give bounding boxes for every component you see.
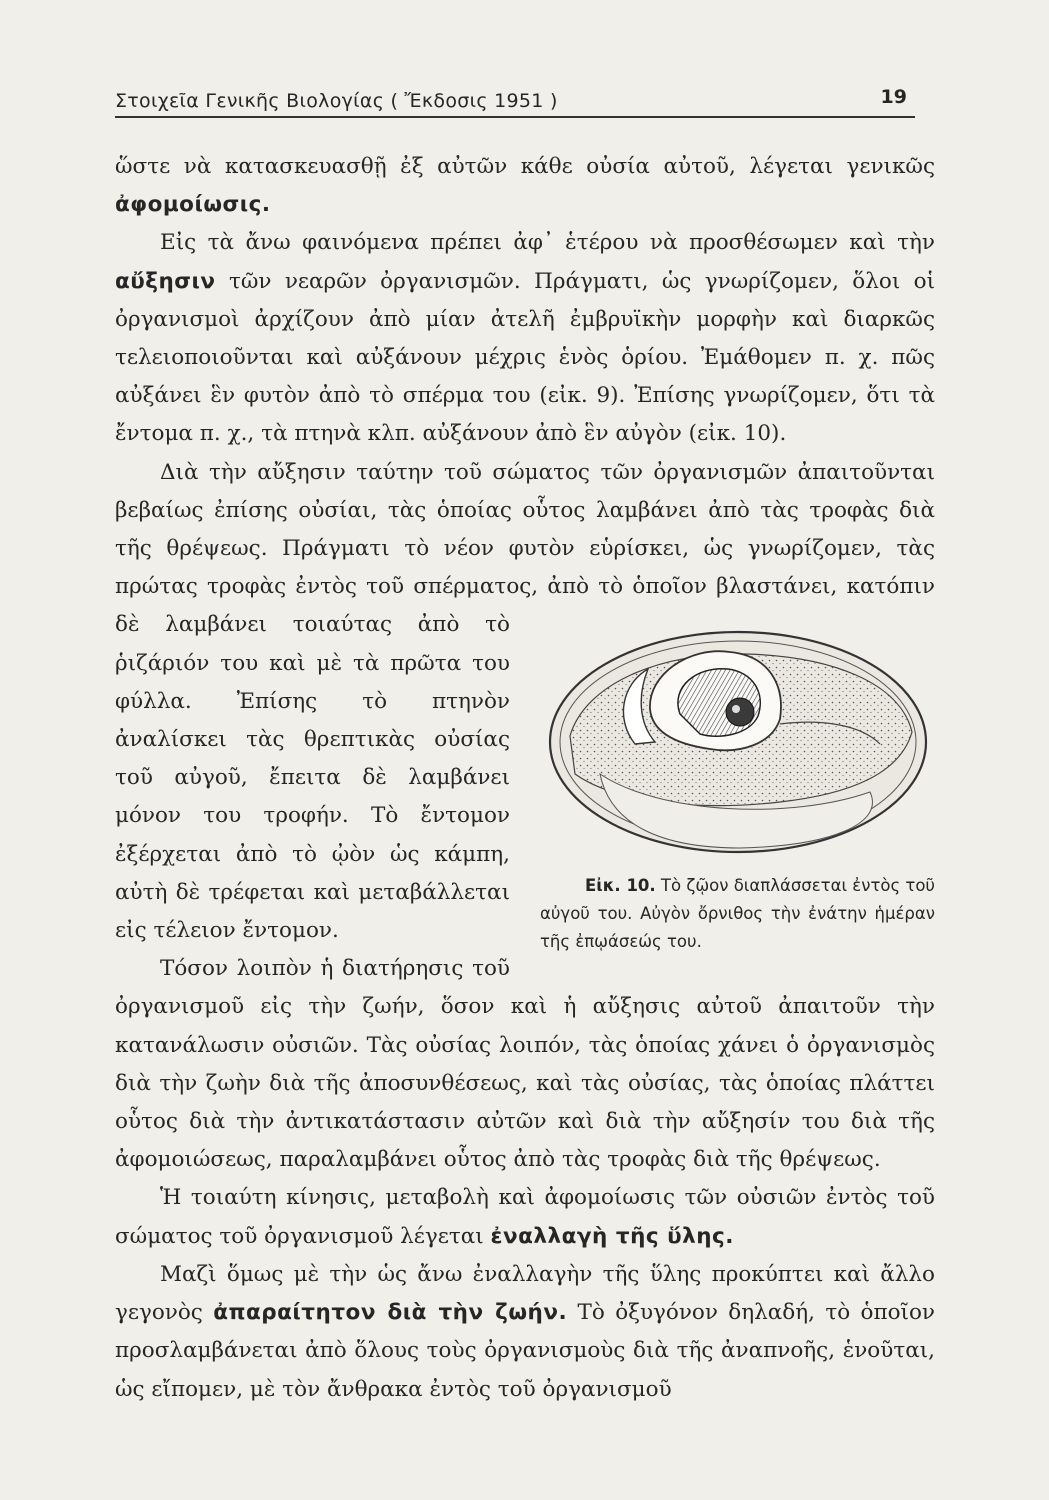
paragraph-5 [115,1179,935,1255]
paragraph-3-text-a: Διὰ τὴν αὔξησιν ταύτην τοῦ σώματος τῶν ὀργανισμῶν ἀπαιτοῦνται βεβαίως ἐπίσης οὐσίαι, τὰς ὁποίας οὗτος λαμβάνει ἀπὸ τὰς τροφὰς διὰ τῆς θρέψεως. Πράγματι τὸ νέον φυτὸν εὑρίσκει, ὡς γνωρίζομεν, τὰς πρώτας τροφὰς ἐντὸς τοῦ σπέρματος, ἀπὸ τὸ ὁποῖον βλαστάνει, [115,459,935,600]
paragraph-3-text-b: κατόπιν δὲ λαμβάνει τοιαύτας ἀπὸ τὸ ῥιζάριόν του καὶ μὲ τὰ πρῶτα του φύλλα. Ἐπίσης τὸ πτηνὸν ἀναλίσκει τὰς θρεπτικὰς οὐσίας τοῦ αὐγοῦ, ἔπειτα δὲ λαμβάνει μόνον του τροφήν. Τὸ ἔντομον ἐξέρχεται ἀπὸ τὸ ᾠὸν ὡς κάμπη, αὐτὴ δὲ τρέφεται καὶ μεταβάλλεται εἰς τέλειον ἔντομον. [115,574,935,944]
paragraph-4: Τόσον λοιπὸν ἡ διατήρησις τοῦ ὀργανισμοῦ εἰς τὴν ζωήν, ὅσον καὶ ἡ αὔξησις αὐτοῦ ἀπαιτοῦν τὴν κατανάλωσιν οὐσιῶν. Τὰς οὐσίας λοιπόν, τὰς ὁποίας χάνει ὁ ὀργανισμὸς διὰ τὴν ζωὴν διὰ τῆς ἀποσυνθέσεως, καὶ τὰς οὐσίας, τὰς ὁποίας πλάττει οὗτος διὰ τὴν ἀντικατάστασιν αὐτῶν καὶ διὰ τὴν αὔξησίν του διὰ τῆς ἀφομοιώσεως, παραλαμβάνει οὗτος ἀπὸ τὰς τροφὰς διὰ τῆς θρέψεως. [115,956,935,1173]
page-number: 19 [880,86,907,108]
body-text [115,148,935,1409]
paragraph-1 [115,148,935,224]
figure-egg [530,624,935,959]
paragraph-6-text-b: Τὸ ὀξυγόνον δηλαδή, τὸ ὁποῖον προσλαμβάνεται ἀπὸ ὅλους τοὺς ὀργανισμοὺς διὰ τῆς ἀναπνοῆς, ἑνοῦται, ὡς εἴπομεν, μὲ τὸν ἄνθρακα ἐντὸς τοῦ ὀργανισμοῦ [115,1300,935,1402]
term-essential-for-life: ἀπαραίτητον διὰ τὴν ζωήν. [213,1300,568,1326]
paragraph-2 [115,224,935,453]
paragraph-6-text-a: Μαζὶ ὅμως μὲ τὴν ὡς ἄνω ἐναλλαγὴν τῆς ὕλης προκύπτει καὶ ἄλλο γεγονὸς [115,1261,935,1326]
page-header [115,86,915,118]
figure-caption [540,872,935,956]
paragraph-5-text: Ἡ τοιαύτη κίνησις, μεταβολὴ καὶ ἀφομοίωσις τῶν οὐσιῶν ἐντὸς τοῦ σώματος τοῦ ὀργανισμοῦ λέγεται [115,1185,935,1249]
figure-label: Εἰκ. 10. [585,876,656,896]
egg-embryo-illustration [530,624,935,869]
figure-caption-text: Τὸ ζῷον διαπλάσσεται ἐντὸς τοῦ αὐγοῦ του. Αὐγὸν ὄρνιθος τὴν ἐνάτην ἡμέραν τῆς ἐπῳάσεώς του. [540,876,935,952]
term-metabolism: ἐναλλαγὴ τῆς ὕλης. [490,1223,734,1249]
term-growth: αὔξησιν [115,268,216,294]
paragraph-2-text-b: τῶν νεαρῶν ὀργανισμῶν. Πράγματι, ὡς γνωρίζομεν, ὅλοι οἱ ὀργανισμοὶ ἀρχίζουν ἀπὸ μίαν ἀτελῆ ἐμβρυϊκὴν μορφὴν καὶ διαρκῶς τελειοποιοῦνται καὶ αὐξάνουν μέχρις ἑνὸς ὁρίου. Ἐμάθομεν π. χ. πῶς αὐξάνει ἓν φυτὸν ἀπὸ τὸ σπέρμα του (εἰκ. 9). Ἐπίσης γνωρίζομεν, ὅτι τὰ ἔντομα π. χ., τὰ πτηνὰ κλπ. αὐξάνουν ἀπὸ ἓν αὐγὸν (εἰκ. 10). [115,268,935,447]
term-assimilation: ἀφομοίωσις. [115,192,271,218]
header-rule [115,116,915,118]
paragraph-6 [115,1256,935,1409]
running-title: Στοιχεῖα Γενικῆς Βιολογίας ( Ἔκδοσις 1951 ) [115,90,558,112]
paragraph-2-text-a: Εἰς τὰ ἄνω φαινόμενα πρέπει ἀφ᾽ ἑτέρου νὰ προσθέσωμεν καὶ τὴν [160,230,935,256]
paragraph-3 [115,454,935,951]
paragraph-1-text: ὥστε νὰ κατασκευασθῇ ἐξ αὐτῶν κάθε οὐσία αὐτοῦ, λέγεται γενικῶς [115,154,935,179]
